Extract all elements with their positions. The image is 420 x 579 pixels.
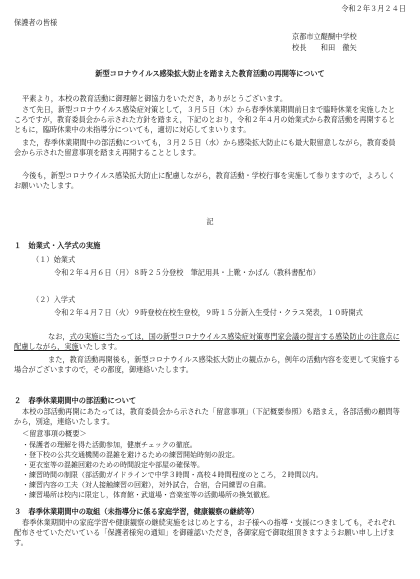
document-date: 令和２年３月２４日 <box>341 4 406 13</box>
note-2: また，教育活動再開後も，新型コロナウイルス感染拡大防止の観点から，例年の活動内容を変更して実施する場合がございますので，その都度，御連絡いたします。 <box>14 355 400 374</box>
list-item: ・練習内容の工夫（対人接触練習の回避），対外試合，合宿，合同練習の自粛。 <box>22 481 271 489</box>
principal-name: 校長 和田 徹矢 <box>292 43 357 52</box>
intro-paragraph-4: 今後も，新型コロナウイルス感染拡大防止に配慮しながら，教育活動・学校行事を実施して参りますので，よろしくお願いいたします。 <box>14 171 396 190</box>
section-1-heading: １ 始業式・入学式の実施 <box>14 241 101 250</box>
school-name: 京都市立醍醐中学校 <box>292 32 357 41</box>
note-1 <box>14 332 400 352</box>
section-2-body: 本校の部活動再開にあたっては，教育委員会から示された「留意事項」（下記概要参照）も踏まえ，各部活動の顧問等から，別途，連絡いたします。 <box>14 407 400 426</box>
section-2-heading: ２ 春季休業期間中の部活動について <box>14 396 137 405</box>
note-1-tail: いたします。 <box>78 342 122 351</box>
opening-ceremony-label: （１）始業式 <box>32 255 76 264</box>
list-item: ・練習時間の制限（部活動ガイドラインで中学３時間・高校４時間程度のところ，２時間以内。 <box>22 471 323 479</box>
intro-paragraph-2: さて先日，新型コロナウイルス感染症対策として，３月５日（木）から春季休業期間前日まで臨時休業を実施したところですが，教育委員会から示された方針を踏まえ，下記のとおり，令和２年４月の始業式から教育活動を再開するとともに，臨時休業中の未指導分についても，適切に対応してまいります。 <box>14 105 396 134</box>
precautions-list <box>22 440 323 500</box>
section-3-heading: ３ 春季休業期間中の取組（未指導分に係る家庭学習，健康観察の継続等） <box>14 507 259 516</box>
list-item: ・登下校の公共交通機関の混雑を避けるための練習開始時刻の設定。 <box>22 451 239 459</box>
note-1-lead: なお， <box>48 332 70 341</box>
entrance-ceremony-detail: 令和２年４月７日（火）９時登校在校生登校，９時１５分新入生受付・クラス発表，１０時開式 <box>54 308 363 317</box>
list-item: ・練習場所は校内に限定し，体育館・武道場・音楽室等の活動場所の換気徹底。 <box>22 491 274 499</box>
section-3-body: 春季休業期間中の家庭学習や健康観察の継続実施をはじめとする，お子様への指導・支援につきましても，それぞれ配布させていただいている「保護者様宛の通知」を御確認いただき，各御家庭で御取組頂きますようお願い申し上げます。 <box>14 518 396 547</box>
ki-marker: 記 <box>206 217 214 226</box>
opening-ceremony-detail: 令和２年４月６日（月）８時２５分登校 筆記用具・上靴・かばん（教科書配布） <box>54 268 320 277</box>
list-item: ・更衣室等の混雑回避のための時間設定や部屋の確保等。 <box>22 461 204 469</box>
list-item: ・保護者の理解を得た活動参加，健康チェックの徹底。 <box>22 441 197 449</box>
entrance-ceremony-label: （２）入学式 <box>32 295 76 304</box>
addressee: 保護者の皆様 <box>14 18 58 27</box>
intro-paragraph-1: 平素より，本校の教育活動に御理解と御協力をいただき，ありがとうございます。 <box>22 94 288 103</box>
intro-paragraph-3: また，春季休業期間中の部活動についても，３月２５日（水）から感染拡大防止にも最大限留意しながら，教育委員会から示された留意事項を踏まえ再開することとします。 <box>14 138 396 157</box>
page-title: 新型コロナウイルス感染拡大防止を踏まえた教育活動の再開等について <box>95 69 325 78</box>
summary-title: ＜留意事項の概要＞ <box>22 429 87 438</box>
note-1-underlined: 式の実施に当たっては，国の新型コロナウイルス感染症対策専門家会議の提言する感染防止の注意点に配慮しながら，実施 <box>14 332 400 351</box>
